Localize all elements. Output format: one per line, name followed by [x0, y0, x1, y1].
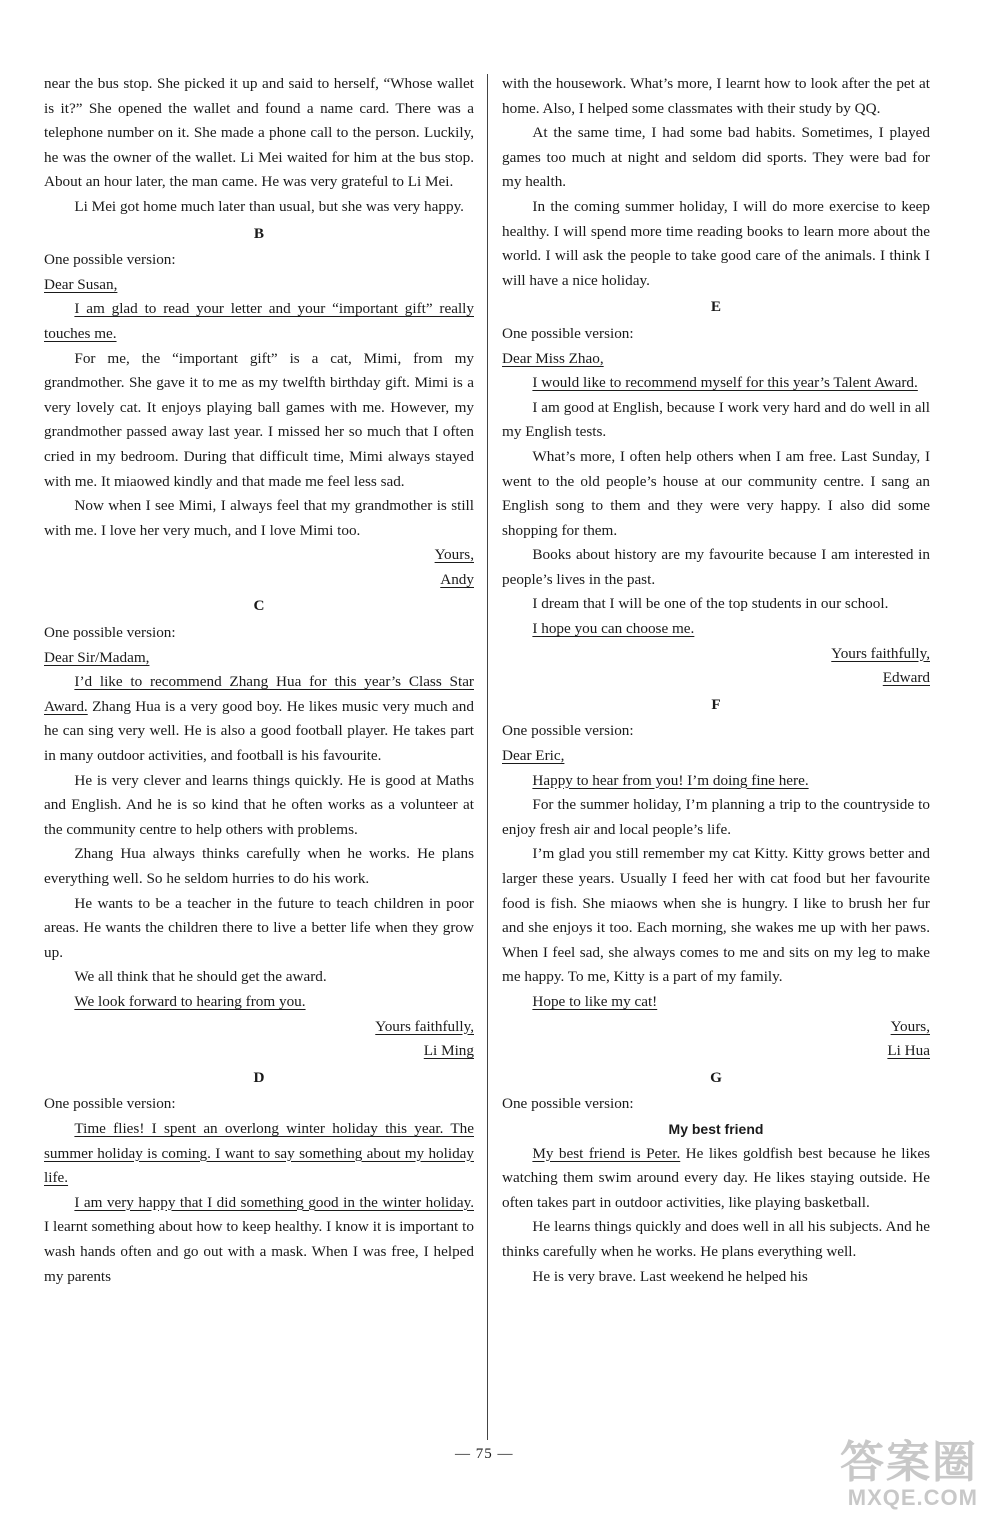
section-heading-e: E: [710, 298, 722, 316]
section-heading-c: C: [253, 597, 265, 615]
salutation: [502, 744, 930, 769]
underlined-ending: I hope you can choose me.: [532, 620, 695, 638]
paragraph: Li Mei got home much later than usual, but she was very happy.: [74, 197, 464, 215]
closing-text: Yours faithfully,: [831, 644, 930, 662]
closing: [44, 543, 474, 568]
column-divider: [487, 74, 488, 1440]
signature-text: Li Hua: [887, 1042, 930, 1060]
underlined-opening: My best friend is Peter.: [532, 1144, 681, 1162]
underlined-opening: I am glad to read your letter and your “important gift” really touches me.: [44, 300, 474, 342]
underlined-opening: I would like to recommend myself for this year’s Talent Award.: [532, 374, 918, 392]
paragraph-rest: He likes goldfish best because he likes watching them swim around every day. He likes staying outside. He often takes part in outdoor activities, like playing basketball.: [502, 1144, 930, 1211]
section-heading-f: F: [711, 695, 721, 713]
paragraph-rest: Zhang Hua is a very good boy. He likes music very much and he can sing very well. He is also a good football player. He takes part in many outdoor activities, and football is his favourite.: [44, 697, 474, 765]
signature: [44, 568, 474, 593]
version-intro: One possible version:: [44, 251, 176, 269]
signature: [502, 1039, 930, 1064]
ending-line: [44, 990, 474, 1015]
version-intro: One possible version:: [502, 324, 634, 342]
section-heading-d: D: [253, 1068, 265, 1086]
underlined-ending: Hope to like my cat!: [532, 992, 658, 1010]
signature: [502, 666, 930, 691]
closing-text: Yours,: [434, 546, 474, 564]
opening-paragraph: [44, 297, 474, 346]
right-column: [502, 72, 930, 1289]
paragraph: In the coming summer holiday, I will do more exercise to keep healthy. I will spend more time reading books to learn more about the world. I will ask the people to take good care of the animals. I think I will have a nice holiday.: [502, 197, 930, 289]
paragraph: He wants to be a teacher in the future to teach children in poor areas. He wants the children there to live a better life when they grow up.: [44, 894, 474, 961]
paragraph: For the summer holiday, I’m planning a trip to the countryside to enjoy fresh air and local people’s life.: [502, 796, 930, 838]
paragraph: near the bus stop. She picked it up and said to herself, “Whose wallet is it?” She opened the wallet and found a name card. There was a telephone number on it. She made a phone call to the person. Luckily, he was the owner of the wallet. Li Mei waited for him at the bus stop. About an hour later, the man came. He was very grateful to Li Mei.: [44, 75, 474, 191]
underlined-opening: Happy to hear from you! I’m doing fine here.: [532, 771, 809, 789]
watermark-logo: [840, 1440, 978, 1510]
watermark-top: 答案圈: [840, 1438, 978, 1487]
closing: [502, 1015, 930, 1040]
salutation-text: Dear Sir/Madam,: [44, 648, 150, 666]
ending-line: [502, 617, 930, 642]
paragraph: What’s more, I often help others when I am free. Last Sunday, I went to the old people’s house at our community centre. I sang an English song to them and they were very happy. I also did some shopping for them.: [502, 447, 930, 539]
paragraph: I am good at English, because I work very hard and do well in all my English tests.: [502, 398, 930, 441]
opening-paragraph: [502, 1142, 930, 1216]
paragraph-rest: I learnt something about how to keep healthy. I know it is important to wash hands often and go out with a mask. When I was free, I helped my parents: [44, 1218, 474, 1285]
paragraph: We all think that he should get the award.: [74, 968, 327, 986]
paragraph: For me, the “important gift” is a cat, Mimi, from my grandmother. She gave it to me as my twelfth birthday gift. Mimi is a very lovely cat. It enjoys playing ball games with me. However, my grandmother passed away last year. I missed her so much that I often cried in my bedroom. During that difficult time, Mimi always stayed with me. It miaowed kindly and that made me feel less sad.: [44, 349, 474, 490]
paragraph: Books about history are my favourite because I am interested in people’s lives in the past.: [502, 546, 930, 588]
closing: [44, 1015, 474, 1040]
left-column: [44, 72, 474, 1289]
paragraph: He is very brave. Last weekend he helped his: [532, 1267, 808, 1285]
opening-paragraph: [44, 1117, 474, 1191]
paragraph: Zhang Hua always thinks carefully when he works. He plans everything well. So he seldom hurries to do his work.: [44, 845, 474, 887]
closing: [502, 642, 930, 667]
paragraph: I dream that I will be one of the top students in our school.: [532, 595, 889, 613]
opening-paragraph: [502, 769, 930, 794]
closing-text: Yours,: [890, 1017, 930, 1035]
paragraph: I’m glad you still remember my cat Kitty. Kitty grows better and larger these years. Usually I feed her with cat food but her favourite food is fish. She miaows when she is hungry. I like to brush her fur and she enjoys it too. Each morning, she wakes me up with her paws. When I feel sad, she always comes to me and sits on my leg to make me happy. To me, Kitty is a part of my family.: [502, 845, 930, 986]
paragraph: [44, 1191, 474, 1289]
signature: [44, 1039, 474, 1064]
salutation: [44, 273, 474, 298]
watermark-bottom: MXQE.COM: [847, 1485, 978, 1510]
underlined-opening: I’d like to recommend Zhang Hua for this year’s Class Star Award.: [44, 673, 474, 715]
underlined-ending: We look forward to hearing from you.: [74, 992, 306, 1010]
underlined-sentence: I am very happy that I did something good in the winter holiday.: [74, 1193, 474, 1211]
opening-paragraph: [44, 670, 474, 768]
paragraph: At the same time, I had some bad habits. Sometimes, I played games too much at night and seldom did sports. They were bad for my health.: [502, 124, 930, 191]
signature-text: Li Ming: [423, 1042, 474, 1060]
version-intro: One possible version:: [502, 1095, 634, 1113]
salutation-text: Dear Miss Zhao,: [502, 349, 604, 367]
section-heading-b: B: [253, 224, 265, 242]
signature-text: Andy: [440, 570, 474, 588]
underlined-opening: Time flies! I spent an overlong winter holiday this year. The summer holiday is coming. I want to say something about my holiday life.: [44, 1119, 474, 1187]
section-heading-g: G: [710, 1068, 722, 1086]
ending-line: [502, 990, 930, 1015]
paragraph: with the housework. What’s more, I learnt how to look after the pet at home. Also, I helped some classmates with their study by QQ.: [502, 75, 930, 117]
salutation-text: Dear Eric,: [502, 747, 565, 765]
salutation-text: Dear Susan,: [44, 275, 118, 293]
paragraph: He is very clever and learns things quickly. He is good at Maths and English. And he is so kind that he often works as a volunteer at the community centre to help others with problems.: [44, 771, 474, 838]
paragraph: He learns things quickly and does well in all his subjects. And he thinks carefully when he works. He plans everything well.: [502, 1218, 930, 1260]
version-intro: One possible version:: [44, 624, 176, 642]
version-intro: One possible version:: [502, 722, 634, 740]
paragraph: Now when I see Mimi, I always feel that my grandmother is still with me. I love her very much, and I love Mimi too.: [44, 497, 474, 539]
opening-paragraph: [502, 371, 930, 396]
salutation: [502, 347, 930, 372]
closing-text: Yours faithfully,: [375, 1017, 474, 1035]
signature-text: Edward: [882, 669, 930, 687]
salutation: [44, 646, 474, 671]
version-intro: One possible version:: [44, 1095, 176, 1113]
essay-title: My best friend: [668, 1120, 764, 1137]
page-number: — 75 —: [455, 1446, 514, 1462]
